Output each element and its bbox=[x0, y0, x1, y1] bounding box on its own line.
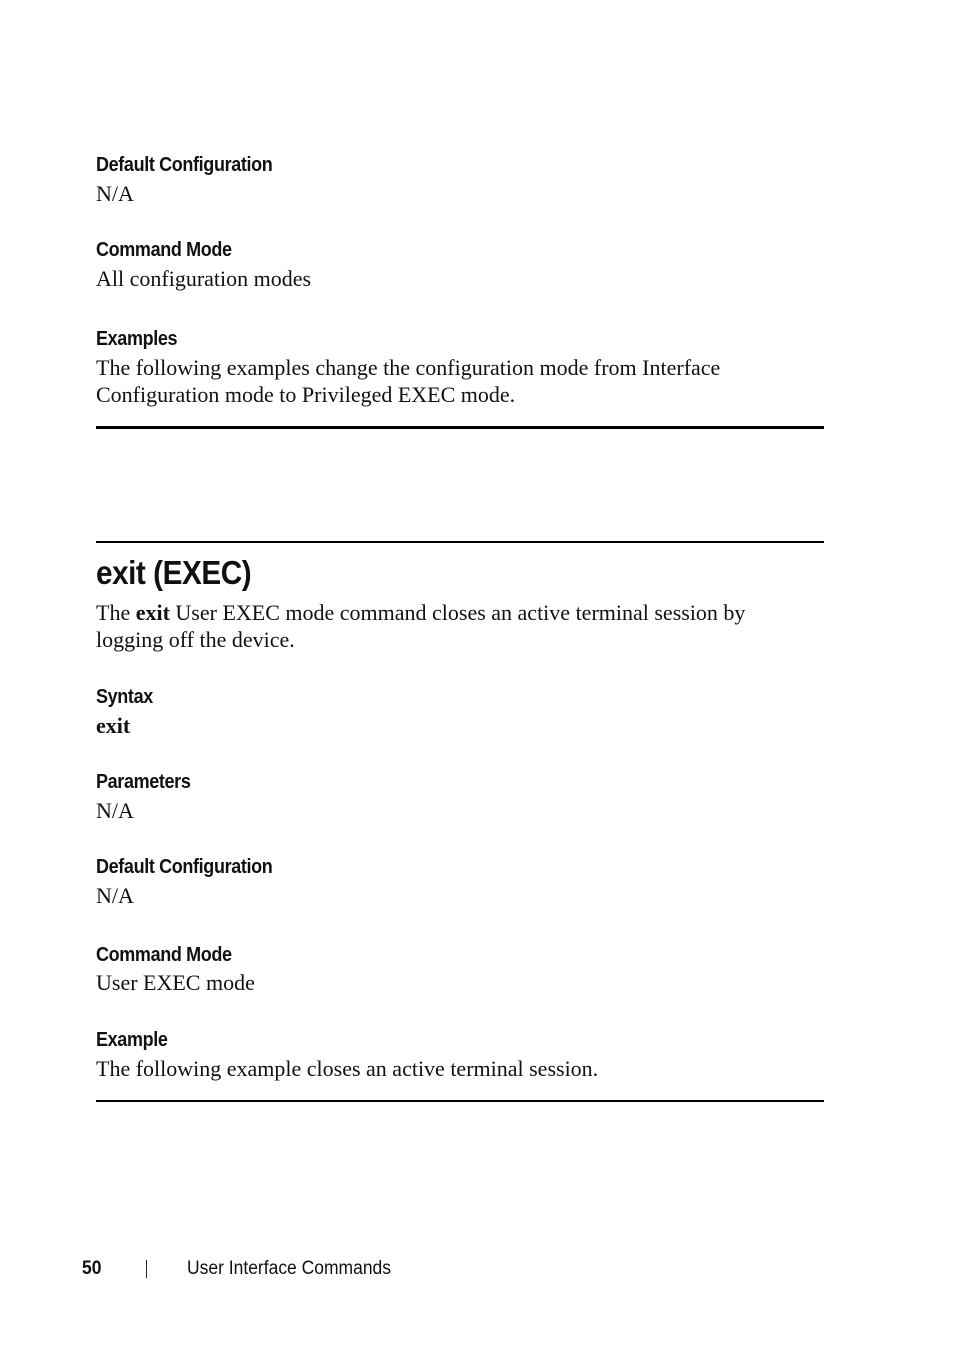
section-title-rule bbox=[96, 541, 824, 543]
command-mode-heading: Command Mode bbox=[96, 944, 232, 966]
command-mode-value: All configuration modes bbox=[96, 266, 312, 291]
intro-line bbox=[96, 599, 745, 626]
examples-heading: Examples bbox=[96, 328, 178, 350]
default-configuration-value: N/A bbox=[96, 883, 134, 908]
section-end-rule bbox=[96, 426, 824, 429]
section-end-rule bbox=[96, 1100, 824, 1102]
intro-prefix: The bbox=[96, 600, 136, 625]
examples-text-line: Configuration mode to Privileged EXEC mode. bbox=[96, 382, 516, 407]
default-configuration-value: N/A bbox=[96, 181, 134, 206]
section-title: exit (EXEC) bbox=[96, 554, 252, 591]
page-number: 50 bbox=[82, 1258, 102, 1279]
intro-line: logging off the device. bbox=[96, 627, 295, 652]
examples-text bbox=[96, 354, 720, 408]
footer-separator bbox=[146, 1260, 147, 1278]
default-configuration-heading: Default Configuration bbox=[96, 856, 273, 878]
footer-chapter-title: User Interface Commands bbox=[187, 1258, 392, 1279]
intro-command: exit bbox=[135, 600, 170, 625]
section-intro bbox=[96, 599, 745, 653]
command-mode-heading: Command Mode bbox=[96, 239, 232, 261]
syntax-heading: Syntax bbox=[96, 686, 153, 708]
default-configuration-heading: Default Configuration bbox=[96, 154, 273, 176]
intro-rest: User EXEC mode command closes an active terminal session by bbox=[169, 600, 746, 625]
example-heading: Example bbox=[96, 1029, 168, 1051]
syntax-value: exit bbox=[96, 713, 131, 738]
parameters-value: N/A bbox=[96, 798, 134, 823]
command-mode-value: User EXEC mode bbox=[96, 970, 255, 995]
example-text: The following example closes an active terminal session. bbox=[96, 1056, 599, 1081]
examples-text-line: The following examples change the configuration mode from Interface bbox=[96, 355, 721, 380]
parameters-heading: Parameters bbox=[96, 771, 191, 793]
